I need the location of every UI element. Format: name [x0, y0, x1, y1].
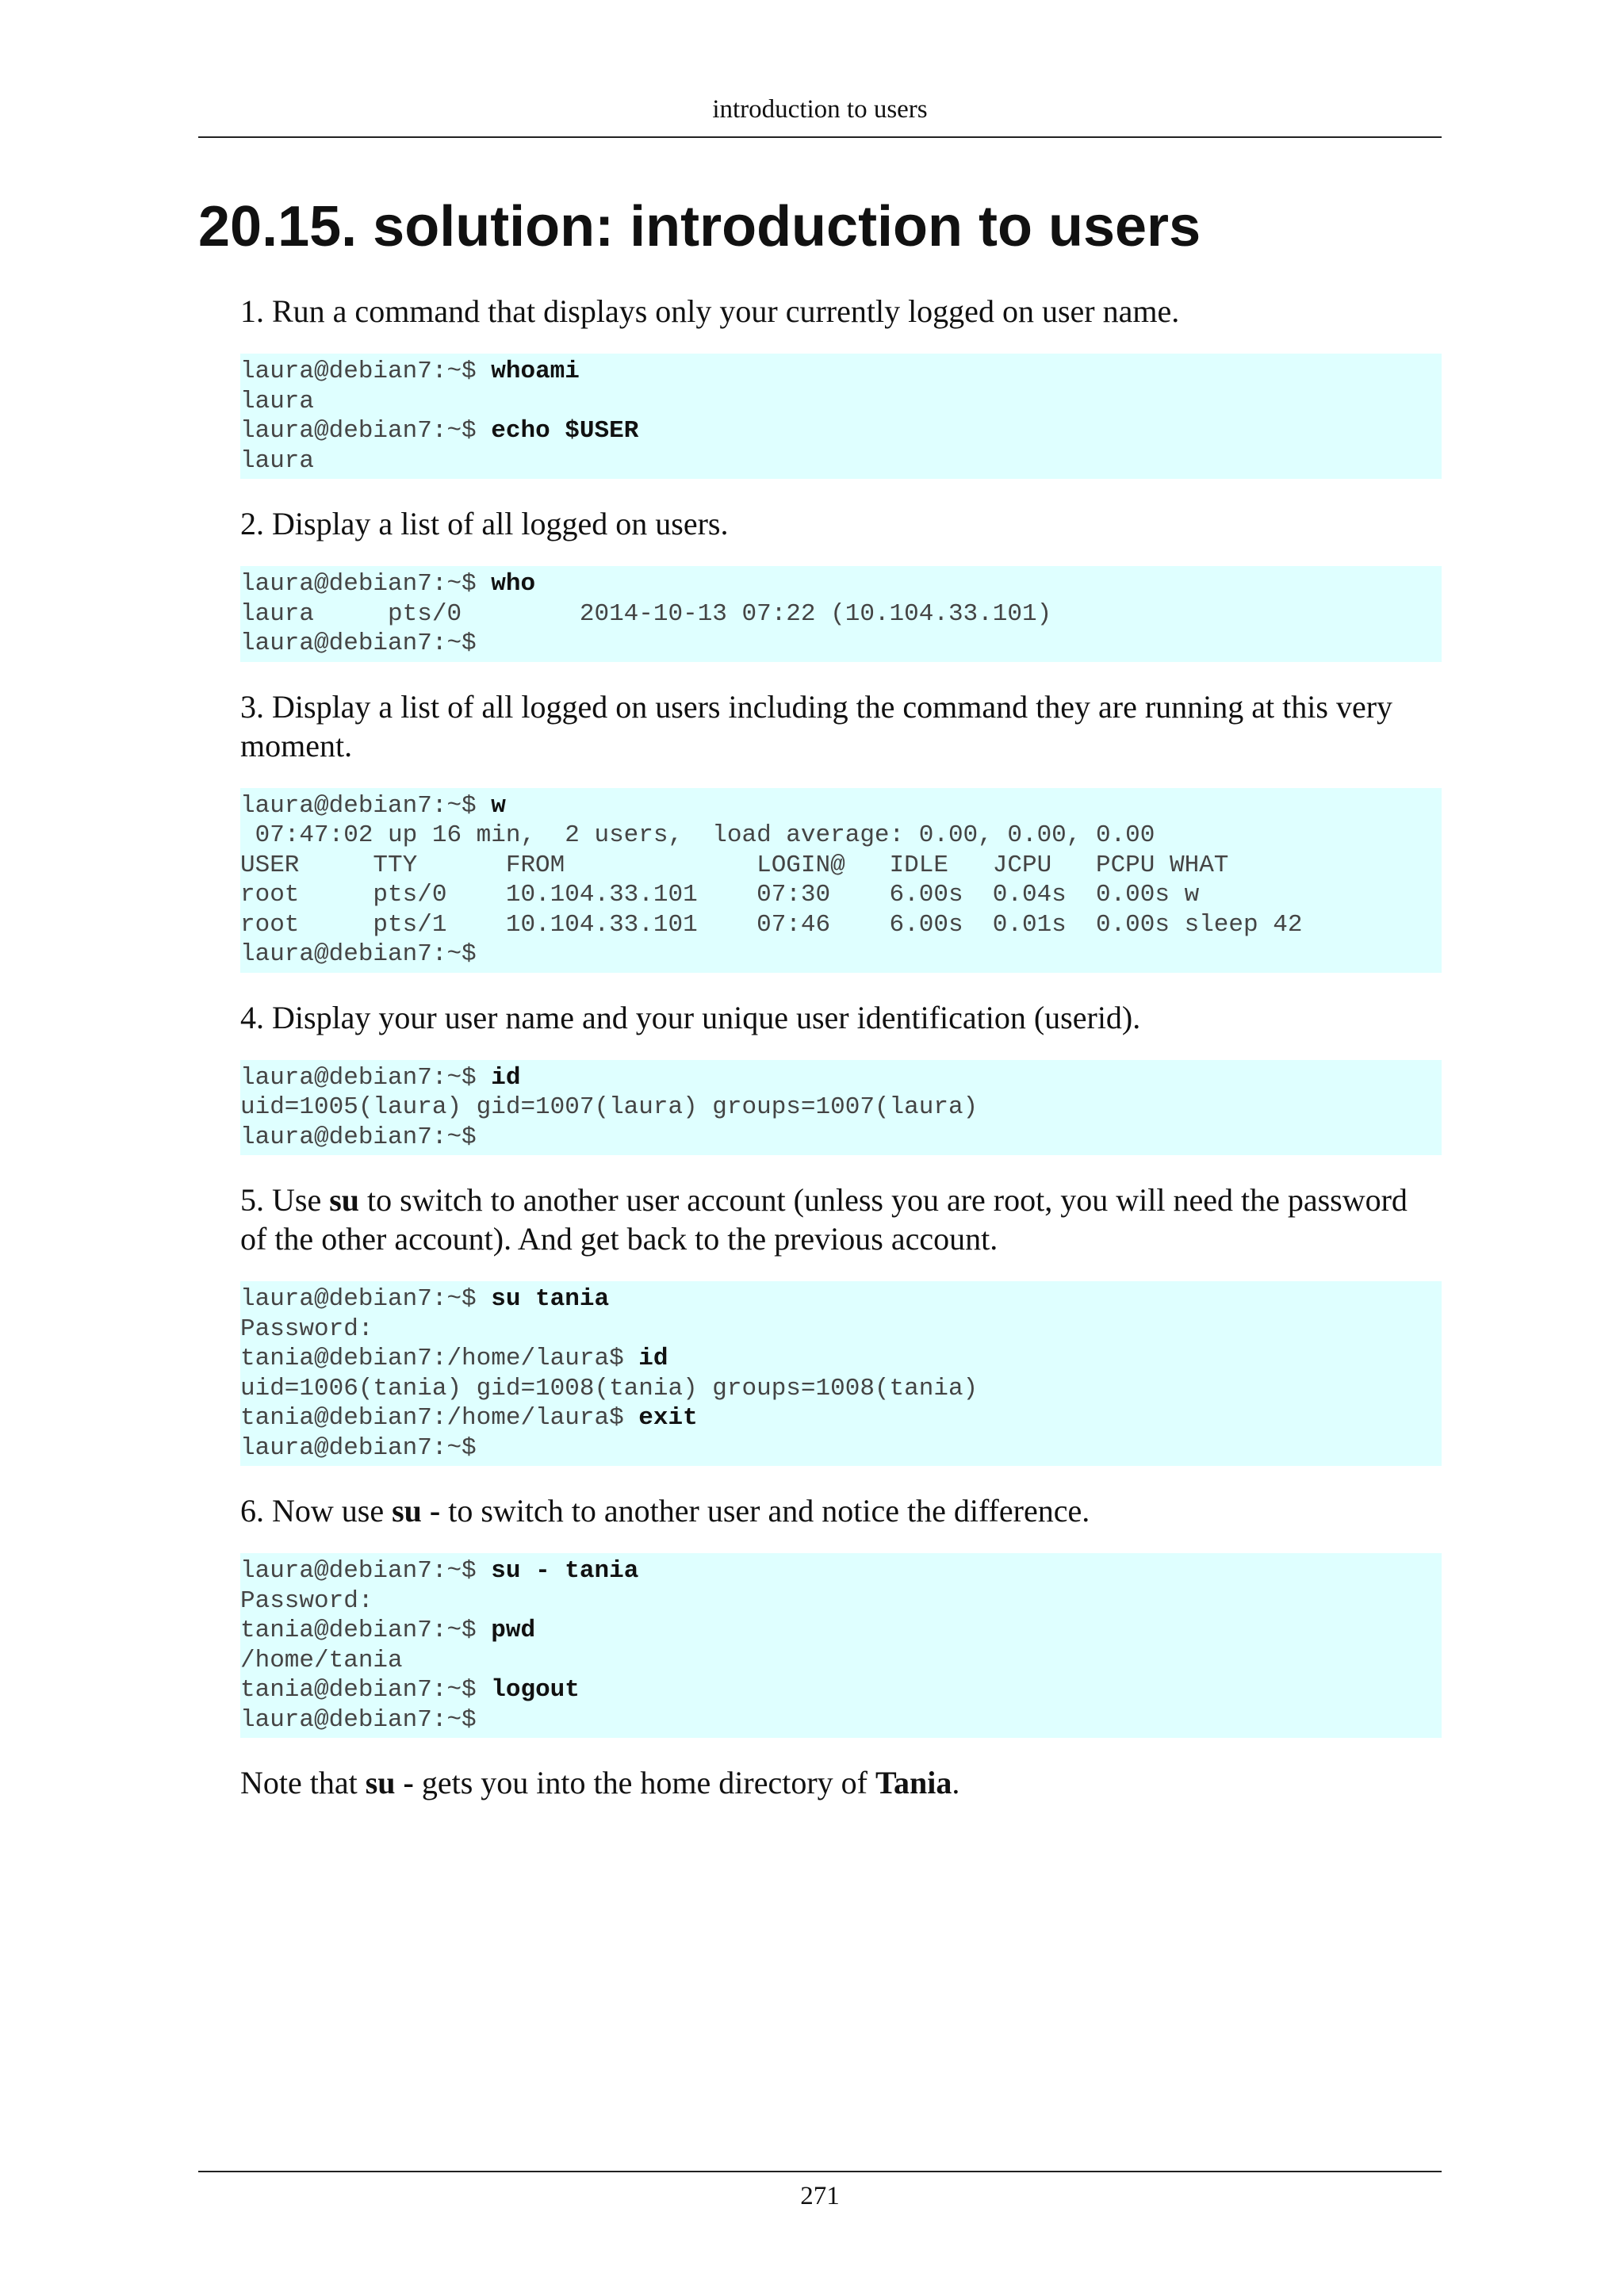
- step-text: 6. Now use: [240, 1493, 393, 1529]
- step-text: 5. Use: [240, 1182, 330, 1218]
- terminal-line: [240, 387, 1442, 417]
- shell-command: echo $USER: [491, 417, 639, 445]
- command-output: laura: [240, 387, 315, 415]
- command-output: /home/tania: [240, 1646, 403, 1674]
- step-instruction: [240, 292, 1442, 331]
- terminal-line: [240, 1403, 1442, 1433]
- step-text: 4. Display your user name and your unique user identification (userid).: [240, 999, 1141, 1035]
- command-output: laura: [240, 446, 315, 475]
- terminal-line: [240, 1705, 1442, 1735]
- command-output: 07:47:02 up 16 min, 2 users, load average: 0.00, 0.00, 0.00: [240, 821, 1155, 849]
- terminal-line: [240, 1063, 1442, 1093]
- step-instruction: [240, 687, 1442, 765]
- terminal-line: [240, 569, 1442, 599]
- terminal-line: [240, 1646, 1442, 1676]
- command-output: USER TTY FROM LOGIN@ IDLE JCPU PCPU WHAT: [240, 851, 1229, 879]
- step-text: to switch to another user and notice the difference.: [440, 1493, 1090, 1529]
- terminal-line: [240, 1344, 1442, 1374]
- shell-prompt: laura@debian7:~$: [240, 570, 492, 598]
- shell-prompt: laura@debian7:~$: [240, 940, 477, 968]
- step-instruction: [240, 1491, 1442, 1530]
- terminal-line: [240, 910, 1442, 940]
- step-text: 2. Display a list of all logged on users.: [240, 506, 729, 541]
- shell-command: who: [491, 570, 536, 598]
- inline-command: su: [329, 1182, 360, 1218]
- terminal-line: [240, 791, 1442, 821]
- terminal-line: [240, 821, 1442, 851]
- shell-prompt: laura@debian7:~$: [240, 417, 492, 445]
- inline-command: Tania: [875, 1765, 952, 1800]
- terminal-line: [240, 629, 1442, 659]
- terminal-line: [240, 1586, 1442, 1617]
- shell-prompt: laura@debian7:~$: [240, 1063, 492, 1092]
- footer-rule: [198, 2171, 1442, 2172]
- terminal-block: [240, 788, 1442, 973]
- shell-command: id: [638, 1345, 668, 1372]
- terminal-line: [240, 880, 1442, 910]
- step-instruction: [240, 1181, 1442, 1258]
- step-text: .: [952, 1765, 960, 1800]
- step-text: gets you into the home directory of: [413, 1765, 875, 1800]
- shell-prompt: laura@debian7:~$: [240, 1705, 477, 1734]
- shell-command: whoami: [491, 358, 580, 385]
- terminal-line: [240, 939, 1442, 970]
- shell-command: id: [491, 1063, 521, 1092]
- shell-command: exit: [638, 1404, 698, 1432]
- shell-prompt: laura@debian7:~$: [240, 1123, 477, 1151]
- step-text: 1. Run a command that displays only your currently logged on user name.: [240, 293, 1180, 329]
- terminal-line: [240, 1093, 1442, 1123]
- terminal-line: [240, 1616, 1442, 1646]
- closing-note: [240, 1763, 1442, 1802]
- terminal-line: [240, 851, 1442, 881]
- terminal-block: [240, 1553, 1442, 1738]
- running-header: introduction to users: [712, 95, 928, 124]
- terminal-line: [240, 1675, 1442, 1705]
- page-number: 271: [800, 2182, 840, 2210]
- shell-prompt: laura@debian7:~$: [240, 791, 492, 820]
- command-output: Password:: [240, 1314, 373, 1343]
- shell-prompt: tania@debian7:~$: [240, 1617, 492, 1644]
- page-content: [240, 292, 1442, 1802]
- command-output: Password:: [240, 1586, 373, 1615]
- terminal-line: [240, 1556, 1442, 1586]
- shell-prompt: laura@debian7:~$: [240, 1557, 492, 1585]
- terminal-line: [240, 1123, 1442, 1153]
- terminal-line: [240, 357, 1442, 387]
- chapter-title: 20.15. solution: introduction to users: [198, 195, 1201, 258]
- terminal-block: [240, 566, 1442, 662]
- shell-command: w: [491, 791, 506, 820]
- command-output: uid=1005(laura) gid=1007(laura) groups=1007(laura): [240, 1093, 979, 1121]
- terminal-line: [240, 1314, 1442, 1345]
- header-rule: [198, 136, 1442, 138]
- shell-prompt: laura@debian7:~$: [240, 1285, 492, 1313]
- step-instruction: [240, 998, 1442, 1037]
- terminal-line: [240, 1433, 1442, 1464]
- terminal-line: [240, 1284, 1442, 1314]
- command-output: laura pts/0 2014-10-13 07:22 (10.104.33.101): [240, 599, 1052, 628]
- terminal-block: [240, 354, 1442, 479]
- command-output: root pts/1 10.104.33.101 07:46 6.00s 0.01s 0.00s sleep 42: [240, 910, 1303, 939]
- shell-command: su tania: [491, 1285, 610, 1313]
- inline-command: su -: [365, 1765, 414, 1800]
- shell-prompt: laura@debian7:~$: [240, 358, 492, 385]
- terminal-line: [240, 1374, 1442, 1404]
- inline-command: su -: [392, 1493, 441, 1529]
- shell-command: logout: [491, 1676, 580, 1704]
- terminal-block: [240, 1281, 1442, 1466]
- shell-prompt: tania@debian7:/home/laura$: [240, 1345, 639, 1372]
- step-text: Note that: [240, 1765, 366, 1800]
- terminal-line: [240, 599, 1442, 629]
- shell-prompt: laura@debian7:~$: [240, 1433, 477, 1462]
- shell-command: su - tania: [491, 1557, 639, 1585]
- shell-prompt: tania@debian7:/home/laura$: [240, 1404, 639, 1432]
- shell-prompt: laura@debian7:~$: [240, 629, 477, 657]
- command-output: root pts/0 10.104.33.101 07:30 6.00s 0.04s 0.00s w: [240, 881, 1200, 909]
- terminal-block: [240, 1060, 1442, 1156]
- step-instruction: [240, 504, 1442, 543]
- step-text: 3. Display a list of all logged on users including the command they are running at this very moment.: [240, 688, 1393, 763]
- terminal-line: [240, 416, 1442, 446]
- step-text: to switch to another user account (unless you are root, you will need the password of the other account). And get back to the previous account.: [240, 1182, 1408, 1257]
- shell-command: pwd: [491, 1617, 536, 1644]
- shell-prompt: tania@debian7:~$: [240, 1676, 492, 1704]
- command-output: uid=1006(tania) gid=1008(tania) groups=1008(tania): [240, 1374, 979, 1402]
- terminal-line: [240, 446, 1442, 476]
